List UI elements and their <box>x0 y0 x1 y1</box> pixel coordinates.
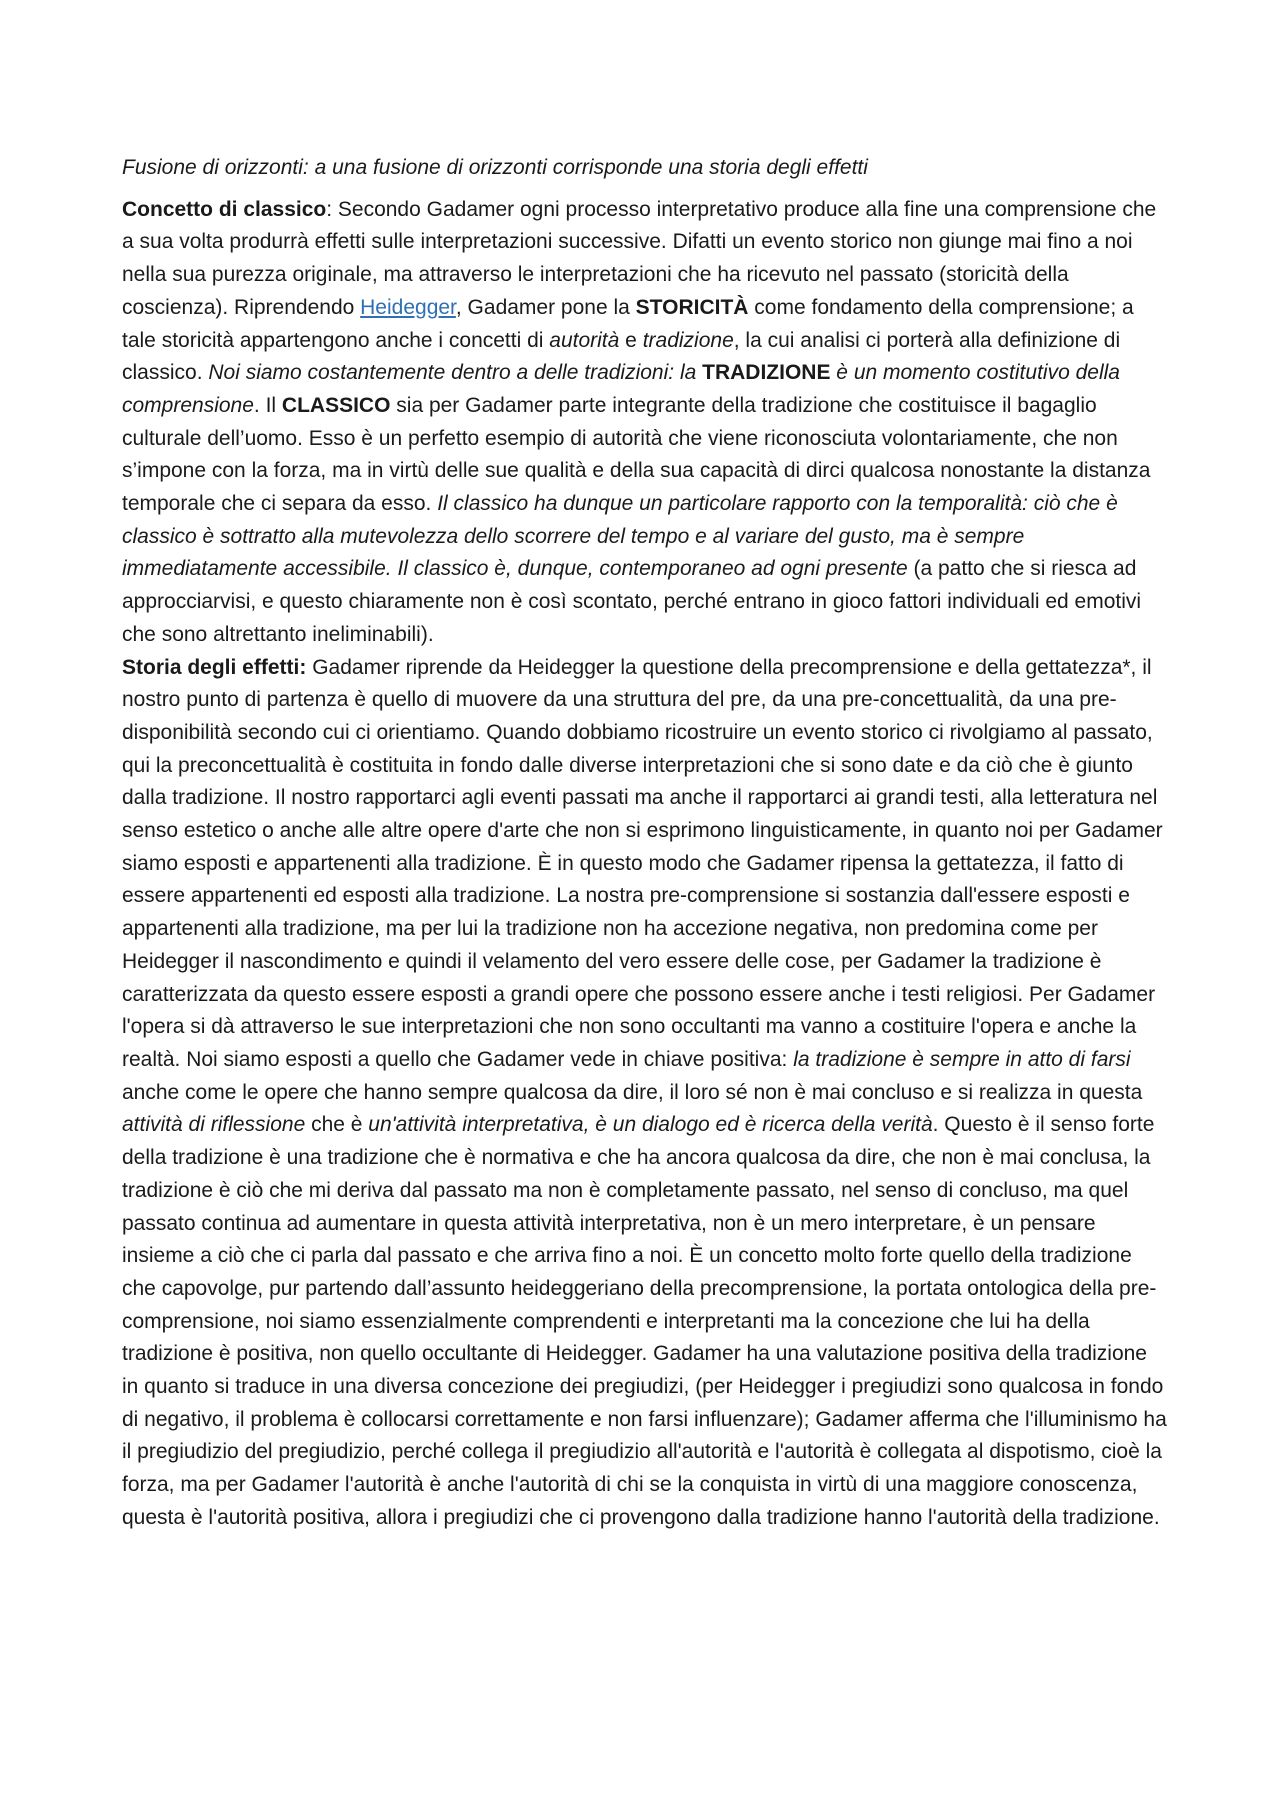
italic-run: la tradizione è sempre in atto di farsi <box>793 1047 1131 1071</box>
text-run: come fondamento della comprensione; a tale storicità appartengono anche i concetti di <box>122 295 1134 352</box>
term-storicita: STORICITÀ <box>635 295 749 319</box>
paragraph-classico <box>122 194 1168 652</box>
text-run: : Secondo Gadamer ogni processo interpretativo produce alla fine una comprensione che a sua volta produrrà effetti sulle interpretazioni successive. Difatti un evento storico non giunge mai fino a noi nella sua purezza originale, ma attraverso le interpretazioni che ha ricevuto nel passato (storicità della coscienza). Riprendendo <box>122 197 1157 319</box>
document-page <box>122 152 1168 1535</box>
term-tradizione-caps: TRADIZIONE <box>702 361 831 385</box>
text-run: Gadamer riprende da Heidegger la questione della precomprensione e della gettatezza*, il nostro punto di partenza è quello di muovere da una struttura del pre, da una pre-concettualità, da una pre-disponibilità secondo cui ci orientiamo. Quando dobbiamo ricostruire un evento storico ci rivolgiamo al passato, qui la preconcettualità è costituita in fondo dalle diverse interpretazioni che si sono date e da ciò che è giunto dalla tradizione. Il nostro rapportarci agli eventi passati ma anche il rapportarci ai grandi testi, alla letteratura nel senso estetico o anche alle altre opere d'arte che non si esprimono linguisticamente, in quanto noi per Gadamer siamo esposti e appartenenti alla tradizione. È in questo modo che Gadamer ripensa la gettatezza, il fatto di essere appartenenti ed esposti alla tradizione. La nostra pre-comprensione si sostanzia dall'essere esposti e appartenenti alla tradizione, ma per lui la tradizione non ha accezione negativa, non predomina come per Heidegger il nascondimento e quindi il velamento del vero essere delle cose, per Gadamer la tradizione è caratterizzata da questo essere esposti a grandi opere che possono essere anche i testi religiosi. Per Gadamer l'opera si dà attraverso le sue interpretazioni che non sono occultanti ma vanno a costituire l'opera e anche la realtà. Noi siamo esposti a quello che Gadamer vede in chiave positiva: <box>122 655 1163 1071</box>
term-autorita: autorità <box>549 328 620 352</box>
italic-run: Noi siamo costantemente dentro a delle tradizioni: la <box>208 361 703 385</box>
paragraph-storia <box>122 652 1168 1535</box>
term-classico: CLASSICO <box>281 393 391 417</box>
text-run: e <box>619 328 643 352</box>
text-run: , la cui analisi ci porterà alla definizione di classico. <box>122 328 1121 385</box>
text-run: che è <box>305 1113 369 1137</box>
term-tradizione: tradizione <box>642 328 734 352</box>
italic-run: è un momento costitutivo della comprensione <box>122 361 1120 417</box>
heidegger-link[interactable]: Heidegger <box>360 295 456 319</box>
text-run: , Gadamer pone la <box>455 295 636 319</box>
section-label-storia: Storia degli effetti: <box>122 655 307 679</box>
text-run: . Il <box>253 393 282 417</box>
section-label-classico: Concetto di classico <box>122 197 327 221</box>
italic-run: Il classico ha dunque un particolare rapporto con la temporalità: ciò che è classico è sottratto alla mutevolezza dello scorrere del tempo e al variare del gusto, ma è sempre immediatamente accessibile. Il classico è, dunque, contemporaneo ad ogni presente <box>122 492 1118 581</box>
text-run: . Questo è il senso forte della tradizione è una tradizione che è normativa e che ha ancora qualcosa da dire, che non è mai conclusa, la tradizione è ciò che mi deriva dal passato ma non è completamente passato, nel senso di concluso, ma quel passato continua ad aumentare in questa attività interpretativa, non è un mero interpretare, è un pensare insieme a ciò che ci parla dal passato e che arriva fino a noi. È un concetto molto forte quello della tradizione che capovolge, pur partendo dall’assunto heideggeriano della precomprensione, la portata ontologica della pre-comprensione, noi siamo essenzialmente comprendenti e interpretanti ma la concezione che lui ha della tradizione è positiva, non quello occultante di Heidegger. Gadamer ha una valutazione positiva della tradizione in quanto si traduce in una diversa concezione dei pregiudizi, (per Heidegger i pregiudizi sono qualcosa in fondo di negativo, il problema è collocarsi correttamente e non farsi influenzare); Gadamer afferma che l'illuminismo ha il pregiudizio del pregiudizio, perché collega il pregiudizio all'autorità e l'autorità è collegata al dispotismo, cioè la forza, ma per Gadamer l'autorità è anche l'autorità di chi se la conquista in virtù di una maggiore conoscenza, questa è l'autorità positiva, allora i pregiudizi che ci provengono dalla tradizione hanno l'autorità della tradizione. <box>122 1113 1167 1529</box>
italic-run: attività di riflessione <box>122 1113 306 1137</box>
text-run: anche come le opere che hanno sempre qualcosa da dire, il loro sé non è mai concluso e si realizza in questa <box>122 1080 1143 1104</box>
text-run: sia per Gadamer parte integrante della tradizione che costituisce il bagaglio culturale dell’uomo. Esso è un perfetto esempio di autorità che viene riconosciuta volontariamente, che non s’impone con la forza, ma in virtù delle sue qualità e della sua capacità di dirci qualcosa nonostante la distanza temporale che ci separa da esso. <box>122 393 1151 516</box>
italic-run: un'attività interpretativa, è un dialogo ed è ricerca della verità <box>368 1113 933 1137</box>
text-run: (a patto che si riesca ad approcciarvisi, e questo chiaramente non è così scontato, perché entrano in gioco fattori individuali ed emotivi che sono altrettanto ineliminabili). <box>122 557 1142 646</box>
document-heading: Fusione di orizzonti: a una fusione di orizzonti corrisponde una storia degli effetti <box>122 156 868 179</box>
